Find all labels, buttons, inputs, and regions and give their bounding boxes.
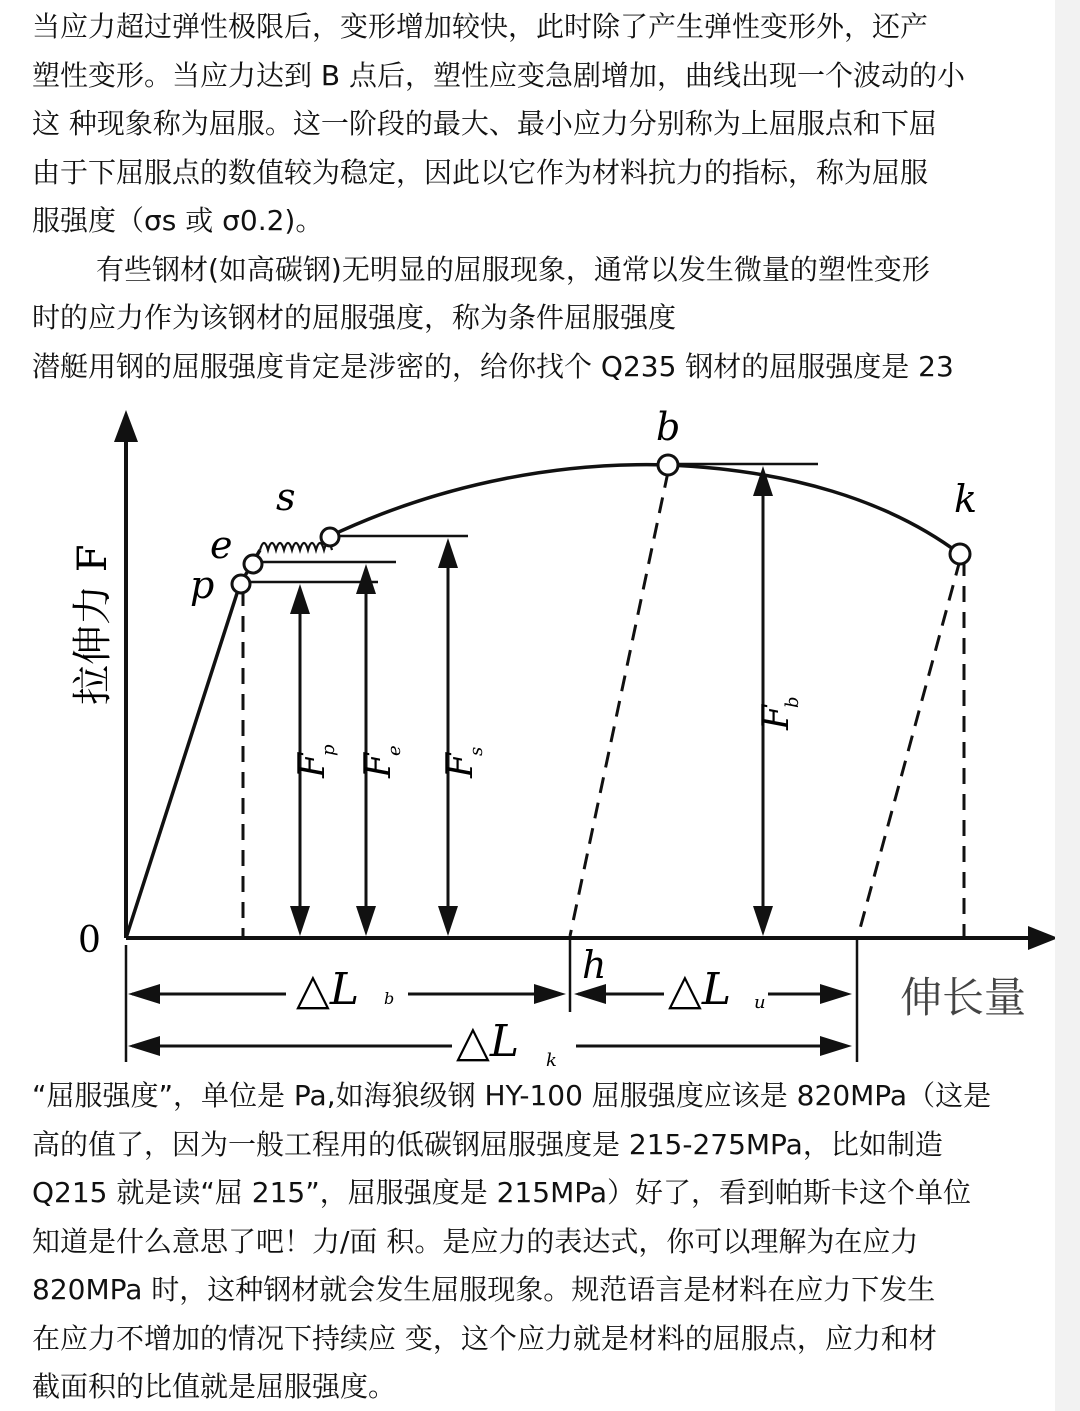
fp-arrow-head-up (290, 584, 310, 614)
elastic-line (126, 584, 240, 938)
lk-arrowhead-right (820, 1036, 852, 1056)
fs-arrow-head-down (438, 906, 458, 936)
unload-dashed-k (858, 560, 960, 936)
lk-label-sub: k (546, 1050, 557, 1071)
origin-label: 0 (78, 920, 101, 961)
fp-arrow-head-down (290, 906, 310, 936)
point-k-label: k (954, 477, 978, 521)
y-axis-arrow (114, 410, 138, 442)
hardening-curve (328, 465, 960, 554)
fb-label-text: F (756, 705, 797, 730)
text-line: 在应力不增加的情况下持续应 变，这个应力就是材料的屈服点，应力和材 (32, 1321, 937, 1355)
fs-label-text: F (440, 753, 481, 778)
text-line: 时的应力作为该钢材的屈服强度，称为条件屈服强度 (32, 301, 677, 334)
point-k-marker (950, 544, 970, 564)
unload-dashed-b (570, 472, 668, 936)
text-line: 这 种现象称为屈服。这一阶段的最大、最小应力分别称为上屈服点和下屈 (32, 107, 937, 140)
fb-label-sub: b (782, 696, 803, 708)
bottom-paragraphs (32, 1072, 1055, 1411)
lk-label-text: △L (456, 1016, 520, 1067)
text-line: 由于下屈服点的数值较为稳定，因此以它作为材料抗力的指标，称为屈服 (32, 155, 929, 189)
lu-label-text: △L (668, 964, 732, 1015)
text-line: 高的值了，因为一般工程用的低碳钢屈服强度是 215-275MPa，比如制造 (32, 1127, 943, 1161)
point-b-marker (658, 455, 678, 475)
text-line: 当应力超过弹性极限后，变形增加较快，此时除了产生弹性变形外，还产 (32, 10, 929, 43)
text-line: 服强度（σs 或 σ0.2)。 (32, 204, 324, 237)
fb-arrow-head-up (753, 466, 773, 496)
lb-label (296, 964, 394, 1015)
point-s-label: s (276, 475, 296, 519)
lb-label-sub: b (384, 989, 395, 1008)
fe-arrow-head-up (356, 564, 376, 594)
lk-label (456, 1016, 557, 1071)
lb-arrowhead-right (534, 984, 566, 1004)
tensile-test-diagram (28, 400, 1055, 1072)
top-paragraphs (32, 3, 1055, 391)
text-line: 截面积的比值就是屈服强度。 (32, 1370, 397, 1403)
fe-label-text: F (358, 753, 399, 778)
point-b-label: b (656, 405, 681, 449)
lu-label-sub: u (754, 992, 766, 1013)
x-axis-label: 伸长量 (900, 973, 1027, 1022)
lb-label-text: △L (296, 964, 360, 1015)
text-line: 潜艇用钢的屈服强度肯定是涉密的，给你找个 Q235 钢材的屈服强度是 23 (32, 349, 954, 383)
fs-label-sub: s (466, 746, 487, 756)
fe-label-sub: e (384, 745, 405, 756)
text-line: 有些钢材(如高碳钢)无明显的屈服现象，通常以发生微量的塑性变形 (96, 252, 930, 286)
point-e-label: e (210, 523, 233, 567)
lb-arrowhead-left (128, 984, 160, 1004)
fe-arrow-head-down (356, 906, 376, 936)
point-p-marker (232, 575, 250, 593)
point-h-label: h (582, 943, 607, 987)
text-line: 820MPa 时，这种钢材就会发生屈服现象。规范语言是材料在应力下发生 (32, 1273, 936, 1306)
text-line: “屈服强度”，单位是 Pa,如海狼级钢 HY-100 屈服强度应该是 820MPa（这是 (32, 1079, 992, 1112)
fb-arrow-head-down (753, 906, 773, 936)
lu-arrowhead-left (574, 984, 606, 1004)
lk-arrowhead-left (128, 1036, 160, 1056)
page-edge (1055, 0, 1080, 1411)
y-axis-label: 拉伸力 F (70, 544, 116, 705)
lu-label (668, 964, 766, 1015)
point-e-marker (244, 555, 262, 573)
x-axis-arrow (1028, 926, 1055, 950)
lu-arrowhead-right (820, 984, 852, 1004)
fs-arrow-head-up (438, 538, 458, 568)
fp-label-text: F (292, 753, 333, 778)
point-s-marker (321, 528, 339, 546)
fp-label-sub: p (318, 744, 339, 756)
point-p-label: p (190, 563, 215, 607)
text-line: 知道是什么意思了吧！力/面 积。是应力的表达式，你可以理解为在应力 (32, 1224, 919, 1258)
text-line: 塑性变形。当应力达到 B 点后，塑性应变急剧增加，曲线出现一个波动的小 (32, 58, 966, 92)
text-line: Q215 就是读“屈 215”，屈服强度是 215MPa）好了，看到帕斯卡这个单位 (32, 1176, 972, 1209)
